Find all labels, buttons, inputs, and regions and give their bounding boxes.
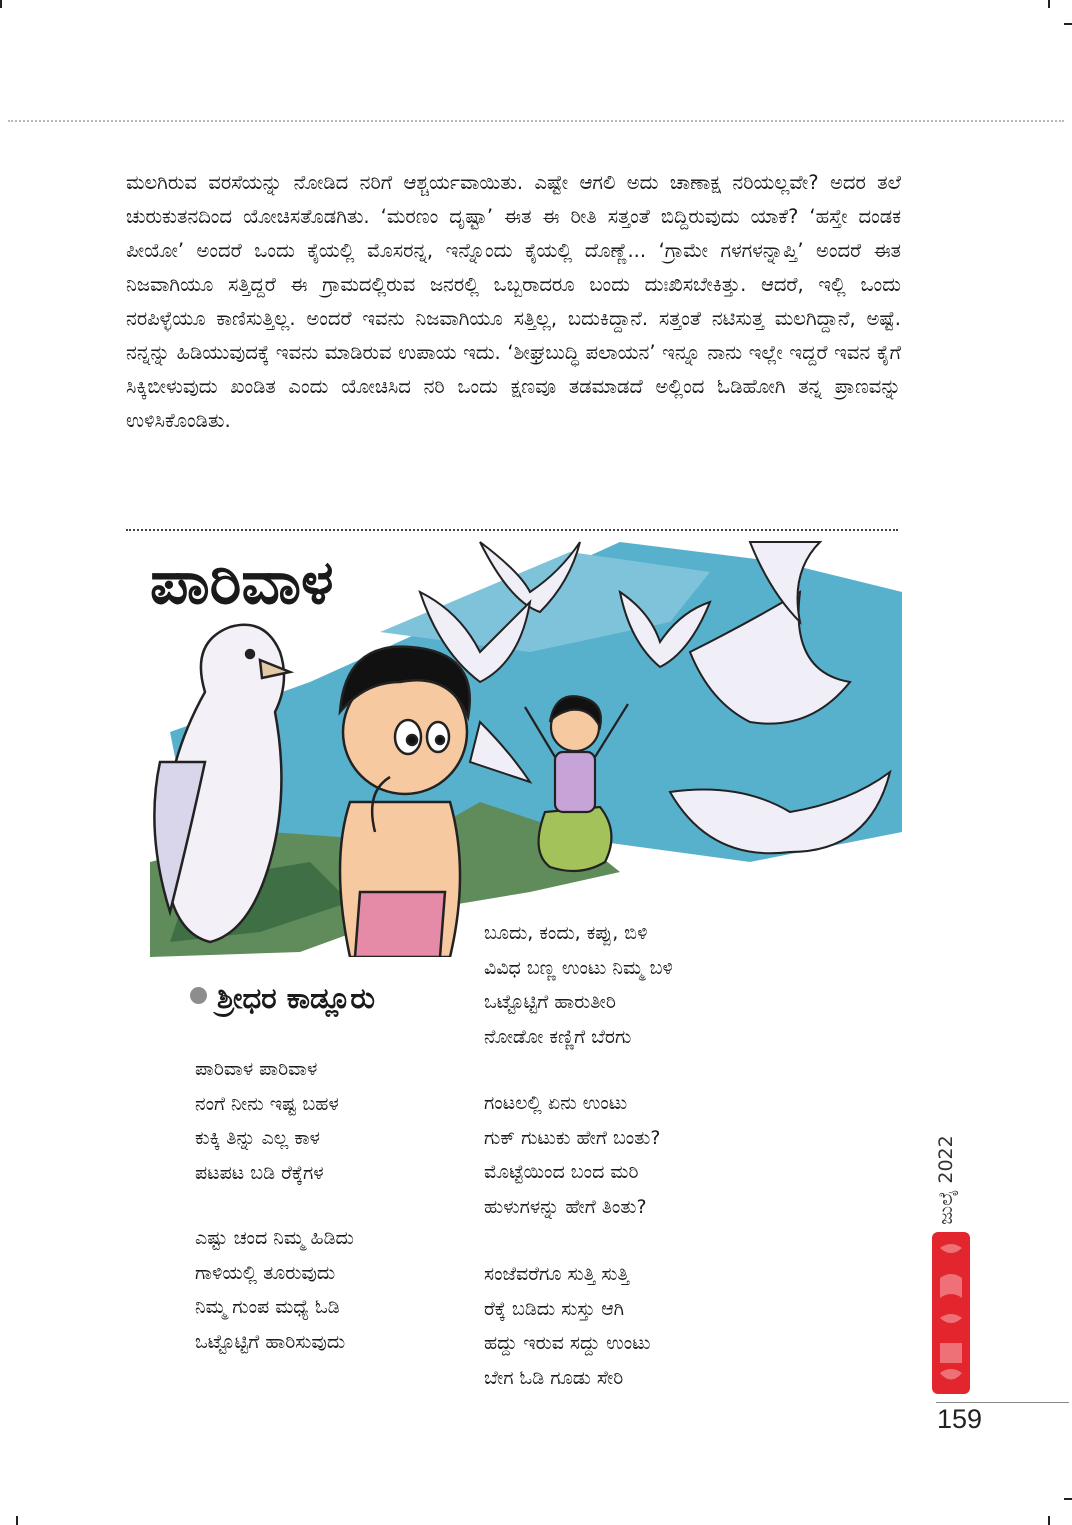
poem-line: ಗುಕ್ ಗುಟುಕು ಹೇಗೆ ಬಂತು? [484,1126,661,1149]
poem-line: ನಿಮ್ಮ ಗುಂಪ ಮಧ್ಯೆ ಓಡಿ [195,1296,340,1318]
poem-line: ನಂಗೆ ನೀನು ಇಷ್ಟ ಬಹಳ [195,1092,339,1115]
crop-mark [1064,23,1072,25]
poem-line: ಹದ್ದು ಇರುವ ಸದ್ದು ಉಂಟು [484,1332,651,1354]
crop-mark [1048,0,1050,8]
poem-line: ಗಂಟಲಲ್ಲಿ ಏನು ಉಂಟು [484,1092,628,1114]
poem-stanza-right-3 [484,1257,651,1395]
crop-mark [1064,1498,1072,1500]
poem-line: ಸಂಜೆವರೆಗೂ ಸುತ್ತಿ ಸುತ್ತಿ [484,1263,630,1285]
magazine-logo [926,1228,976,1398]
top-dotted-divider [8,120,1064,122]
author-name: ಶ್ರೀಧರ ಕಾಡ್ಲೂರು [217,981,375,1015]
poem-line: ಕುಕ್ಕಿ ತಿನ್ನು ಎಲ್ಲ ಕಾಳ [195,1127,320,1149]
poem-line: ಬೂದು, ಕಂದು, ಕಪ್ಪು, ಬಿಳಿ [484,922,648,944]
poem-line: ಒಟ್ಟೊಟ್ಟಿಗೆ ಹಾರುತೀರಿ [484,991,616,1013]
poem-author [190,978,375,1018]
boy-figure [340,647,470,957]
poem-stanza-left-2 [195,1221,354,1359]
story-paragraph: ಮಲಗಿರುವ ವರಸೆಯನ್ನು ನೋಡಿದ ನರಿಗೆ ಆಶ್ಚರ್ಯವಾಯಿತು. ಎಷ್ಟೇ ಆಗಲಿ ಅದು ಚಾಣಾಕ್ಷ ನರಿಯಲ್ಲವೇ? ಅದರ ತಲೆ ಚುರುಕುತನದಿಂದ ಯೋಚಿಸತೊಡಗಿತು. ‘ಮರಣಂ ದೃಷ್ಟಾ’ ಈತ ಈ ರೀತಿ ಸತ್ತಂತೆ ಬಿದ್ದಿರುವುದು ಯಾಕೆ? ‘ಹಸ್ತೇ ದಂಡಕ ಪೀಯೋ’ ಅಂದರೆ ಒಂದು ಕೈಯಲ್ಲಿ ಮೊಸರನ್ನ, ಇನ್ನೊಂದು ಕೈಯಲ್ಲಿ ದೊಣ್ಣೆ... ‘ಗ್ರಾಮೇ ಗಳಗಳನ್ನಾಪ್ತಿ’ ಅಂದರೆ ಈತ ನಿಜವಾಗಿಯೂ ಸತ್ತಿದ್ದರೆ ಈ ಗ್ರಾಮದಲ್ಲಿರುವ ಜನರಲ್ಲಿ ಒಬ್ಬರಾದರೂ ಬಂದು ದುಃಖಿಸಬೇಕಿತ್ತು. ಆದರೆ, ಇಲ್ಲಿ ಒಂದು ನರಪಿಳ್ಳೆಯೂ ಕಾಣಿಸುತ್ತಿಲ್ಲ. ಅಂದರೆ ಇವನು ನಿಜವಾಗಿಯೂ ಸತ್ತಿಲ್ಲ, ಬದುಕಿದ್ದಾನೆ. ಸತ್ತಂತೆ ನಟಿಸುತ್ತ ಮಲಗಿದ್ದಾನೆ, ಅಷ್ಟೆ. ನನ್ನನ್ನು ಹಿಡಿಯುವುದಕ್ಕೆ ಇವನು ಮಾಡಿರುವ ಉಪಾಯ ಇದು. ‘ಶೀಘ್ರಬುದ್ಧಿ ಪಲಾಯನ’ ಇನ್ನೂ ನಾನು ಇಲ್ಲೇ ಇದ್ದರೆ ಇವನ ಕೈಗೆ ಸಿಕ್ಕಿಬೀಳುವುದು ಖಂಡಿತ ಎಂದು ಯೋಚಿಸಿದ ನರಿ ಒಂದು ಕ್ಷಣವೂ ತಡಮಾಡದೆ ಅಲ್ಲಿಂದ ಓಡಿಹೋಗಿ ತನ್ನ ಪ್ರಾಣವನ್ನು ಉಳಿಸಿಕೊಂಡಿತು. [126,171,901,432]
crop-mark [16,1516,18,1525]
poem-line: ಹುಳುಗಳನ್ನು ಹೇಗೆ ತಿಂತು? [484,1195,647,1218]
poem-line: ಬೇಗ ಓಡಿ ಗೂಡು ಸೇರಿ [484,1366,624,1389]
poem-line: ನೋಡೋ ಕಣ್ಣಿಗೆ ಬೆರಗು [484,1025,632,1048]
crop-mark [1048,1516,1050,1525]
author-bullet [190,987,207,1004]
poem-stanza-right-2 [484,1086,660,1224]
issue-date [916,1130,976,1230]
poem-line: ಪಾರಿವಾಳ ಪಾರಿವಾಳ [195,1058,318,1080]
poem-title: ಪಾರಿವಾಳ [150,548,334,618]
section-dotted-divider [126,529,898,531]
poem-line: ಮೊಟ್ಟೆಯಿಂದ ಬಂದ ಮರಿ [484,1161,639,1183]
poem-line: ಗಾಳಿಯಲ್ಲಿ ತೂರುವುದು [195,1261,336,1284]
poem-line: ಎಷ್ಟು ಚಂದ ನಿಮ್ಮ ಹಿಡಿದು [195,1227,354,1249]
poem-line: ರೆಕ್ಕೆ ಬಡಿದು ಸುಸ್ತು ಆಗಿ [484,1297,625,1320]
poem-stanza-right-1 [484,916,673,1054]
page-number: 159 [937,1404,983,1434]
poem-line: ಪಟಪಟ ಬಡಿ ರೆಕ್ಕೆಗಳ [195,1161,324,1184]
poem-line: ವಿವಿಧ ಬಣ್ಣ ಉಂಟು ನಿಮ್ಮ ಬಳಿ [484,956,673,979]
issue-date-text: ಜುಲೈ 2022 [935,1135,957,1225]
poem-stanza-left-1 [195,1052,339,1190]
page-number-rule [936,1402,1069,1403]
poem-line: ಒಟ್ಟೊಟ್ಟಿಗೆ ಹಾರಿಸುವುದು [195,1330,346,1353]
crop-mark [0,0,2,8]
